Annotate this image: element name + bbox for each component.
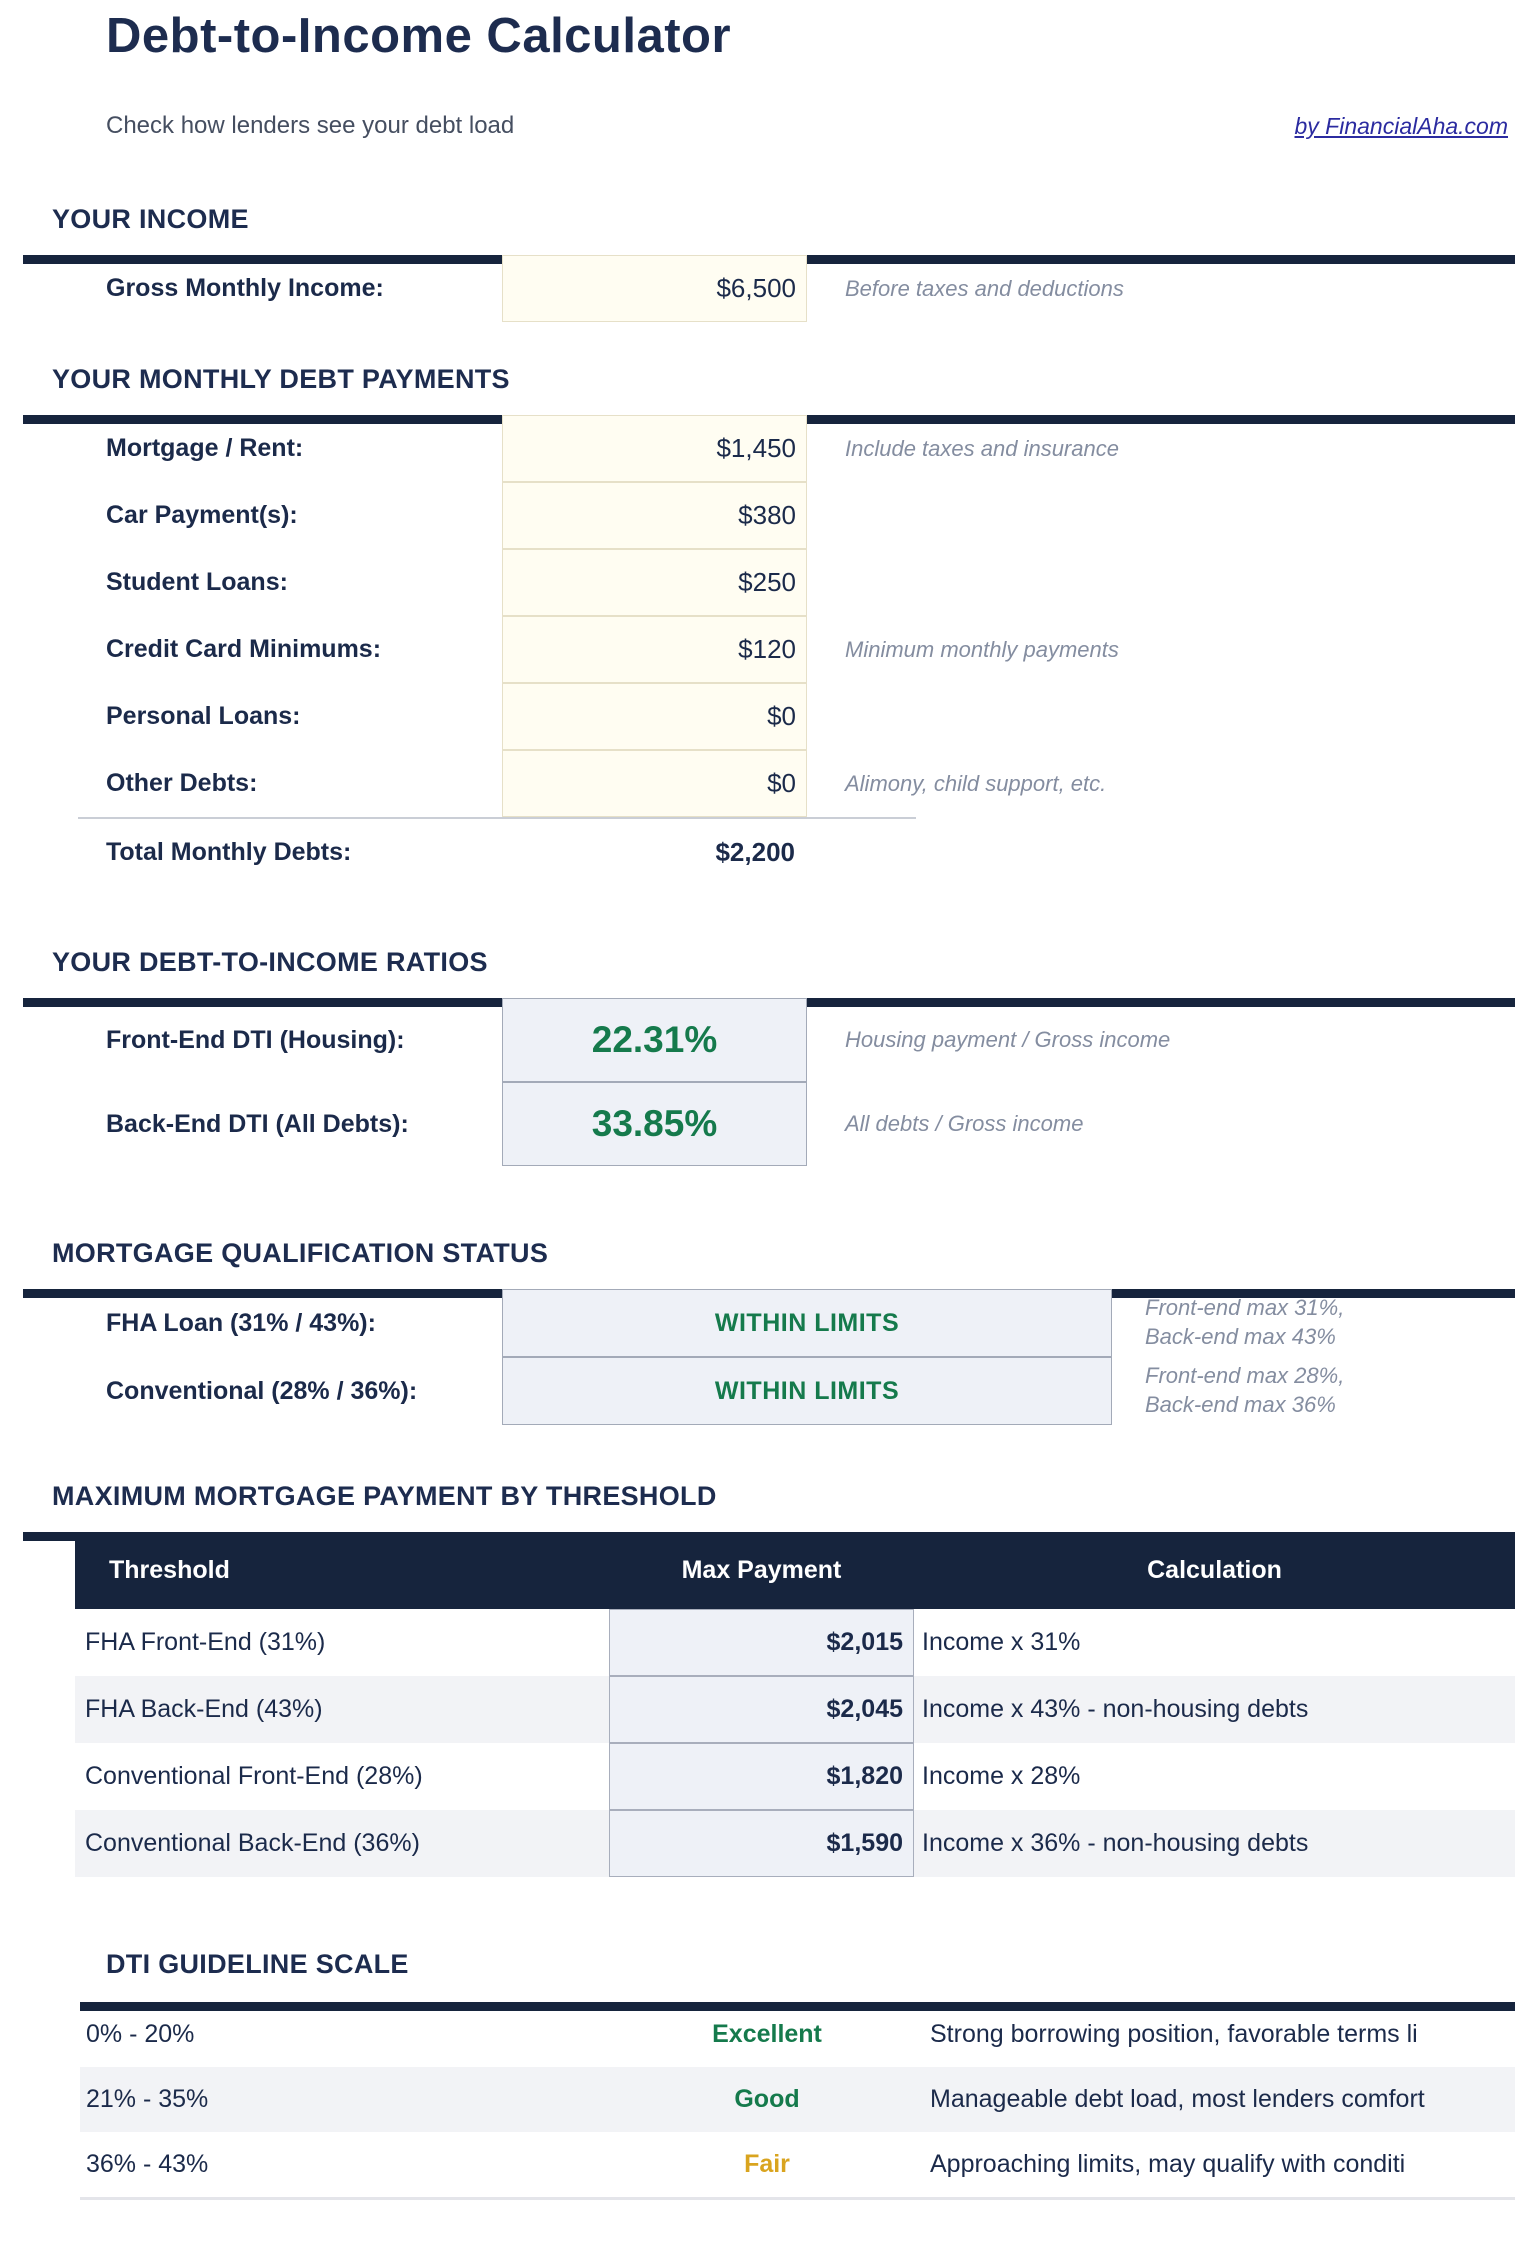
threshold-cell: Conventional Back-End (36%)	[85, 1829, 420, 1857]
max-payment-cell: $2,045	[609, 1676, 914, 1743]
scale-description: Approaching limits, may qualify with conditi	[930, 2150, 1406, 2178]
personal-loans-label: Personal Loans:	[106, 702, 301, 730]
student-loans-note	[845, 549, 1515, 616]
section-header-qualification: MORTGAGE QUALIFICATION STATUS	[52, 1238, 549, 1268]
other-debts-input[interactable]: $0	[502, 750, 807, 817]
max-payment-cell: $2,015	[609, 1609, 914, 1676]
qualification-section	[0, 1289, 1515, 1425]
gross-income-note: Before taxes and deductions	[845, 275, 1124, 301]
scale-rating: Excellent	[712, 2020, 822, 2048]
scale-section	[0, 2002, 1515, 2200]
qualification-row	[0, 1357, 1515, 1425]
section-header-max-payment: MAXIMUM MORTGAGE PAYMENT BY THRESHOLD	[52, 1481, 717, 1511]
other-debts-label: Other Debts:	[106, 769, 258, 797]
conventional-loan-label: Conventional (28% / 36%):	[106, 1376, 418, 1405]
section-header-debts: YOUR MONTHLY DEBT PAYMENTS	[52, 364, 510, 394]
scale-row	[80, 2067, 1515, 2132]
student-loans-label: Student Loans:	[106, 568, 288, 596]
personal-loans-note	[845, 683, 1515, 750]
table-row	[75, 1743, 1515, 1810]
fha-loan-label: FHA Loan (31% / 43%):	[106, 1308, 376, 1337]
conventional-limits-note-line1: Front-end max 28%,	[1145, 1363, 1345, 1389]
section-header-ratios: YOUR DEBT-TO-INCOME RATIOS	[52, 947, 488, 977]
front-end-dti-label: Front-End DTI (Housing):	[106, 1025, 405, 1054]
bottom-hairline	[80, 2197, 1515, 2200]
debt-row	[0, 750, 1515, 817]
car-payment-note	[845, 482, 1515, 549]
column-header-max-payment: Max Payment	[681, 1556, 842, 1584]
max-payment-section	[0, 1532, 1515, 1877]
calculation-cell: Income x 43% - non-housing debts	[922, 1695, 1309, 1723]
max-payment-cell: $1,820	[609, 1743, 914, 1810]
car-payment-label: Car Payment(s):	[106, 501, 298, 529]
front-end-dti-value: 22.31%	[502, 998, 807, 1082]
scale-row	[80, 2132, 1515, 2197]
mortgage-input[interactable]: $1,450	[502, 415, 807, 482]
threshold-cell: FHA Front-End (31%)	[85, 1628, 326, 1656]
credit-card-label: Credit Card Minimums:	[106, 635, 382, 663]
conventional-limits-note-line2: Back-end max 36%	[1145, 1392, 1336, 1417]
section-header-income: YOUR INCOME	[52, 204, 249, 234]
car-payment-input[interactable]: $380	[502, 482, 807, 549]
credit-card-input[interactable]: $120	[502, 616, 807, 683]
page-title: Debt-to-Income Calculator	[106, 9, 732, 63]
total-debts-label: Total Monthly Debts:	[106, 837, 352, 866]
gross-income-input[interactable]: $6,500	[502, 255, 807, 322]
scale-description: Strong borrowing position, favorable terms li	[930, 2020, 1418, 2048]
threshold-cell: Conventional Front-End (28%)	[85, 1762, 423, 1790]
scale-description: Manageable debt load, most lenders comfort	[930, 2085, 1425, 2113]
scale-row	[80, 2002, 1515, 2067]
table-row	[75, 1609, 1515, 1676]
front-end-dti-note: Housing payment / Gross income	[845, 1027, 1171, 1052]
calculation-cell: Income x 31%	[922, 1628, 1081, 1656]
scale-range: 0% - 20%	[86, 2020, 195, 2048]
section-header-scale: DTI GUIDELINE SCALE	[106, 1949, 409, 1979]
income-section	[0, 255, 1515, 322]
page-subtitle: Check how lenders see your debt load	[106, 112, 515, 139]
table-row	[75, 1810, 1515, 1877]
other-debts-note: Alimony, child support, etc.	[845, 770, 1107, 796]
personal-loans-input[interactable]: $0	[502, 683, 807, 750]
calculation-cell: Income x 28%	[922, 1762, 1081, 1790]
fha-limits-note	[1145, 1294, 1515, 1351]
qualification-row	[0, 1289, 1515, 1357]
table-row	[75, 1676, 1515, 1743]
total-debts-value: $2,200	[715, 836, 795, 867]
ratios-section	[0, 998, 1515, 1166]
gross-income-label: Gross Monthly Income:	[106, 274, 384, 302]
column-header-threshold: Threshold	[109, 1556, 230, 1584]
max-payment-cell: $1,590	[609, 1810, 914, 1877]
byline-link[interactable]: by FinancialAha.com	[1294, 112, 1508, 139]
mortgage-note: Include taxes and insurance	[845, 435, 1119, 461]
debts-section	[0, 415, 1515, 885]
debt-row	[0, 683, 1515, 750]
student-loans-input[interactable]: $250	[502, 549, 807, 616]
calculation-cell: Income x 36% - non-housing debts	[922, 1829, 1309, 1857]
scale-rating: Fair	[744, 2150, 790, 2178]
debt-row	[0, 616, 1515, 683]
back-end-dti-label: Back-End DTI (All Debts):	[106, 1109, 409, 1138]
table-header-row	[75, 1532, 1515, 1609]
total-debts-row	[0, 819, 1515, 885]
debt-row	[0, 549, 1515, 616]
fha-limits-note-line2: Back-end max 43%	[1145, 1324, 1336, 1349]
conventional-status-badge: WITHIN LIMITS	[502, 1357, 1112, 1425]
back-end-dti-note: All debts / Gross income	[845, 1111, 1084, 1136]
fha-limits-note-line1: Front-end max 31%,	[1145, 1295, 1345, 1321]
income-row	[0, 255, 1515, 322]
conventional-limits-note	[1145, 1362, 1515, 1419]
scale-range: 21% - 35%	[86, 2085, 209, 2113]
subtitle-row	[106, 112, 1508, 140]
scale-rating: Good	[734, 2085, 800, 2113]
fha-status-badge: WITHIN LIMITS	[502, 1289, 1112, 1357]
threshold-cell: FHA Back-End (43%)	[85, 1695, 323, 1723]
mortgage-label: Mortgage / Rent:	[106, 434, 304, 462]
scale-range: 36% - 43%	[86, 2150, 209, 2178]
debt-row	[0, 415, 1515, 482]
back-end-dti-value: 33.85%	[502, 1082, 807, 1166]
credit-card-note: Minimum monthly payments	[845, 636, 1119, 662]
ratio-row	[0, 998, 1515, 1082]
column-header-calculation: Calculation	[1147, 1556, 1282, 1584]
ratio-row	[0, 1082, 1515, 1166]
debt-row	[0, 482, 1515, 549]
